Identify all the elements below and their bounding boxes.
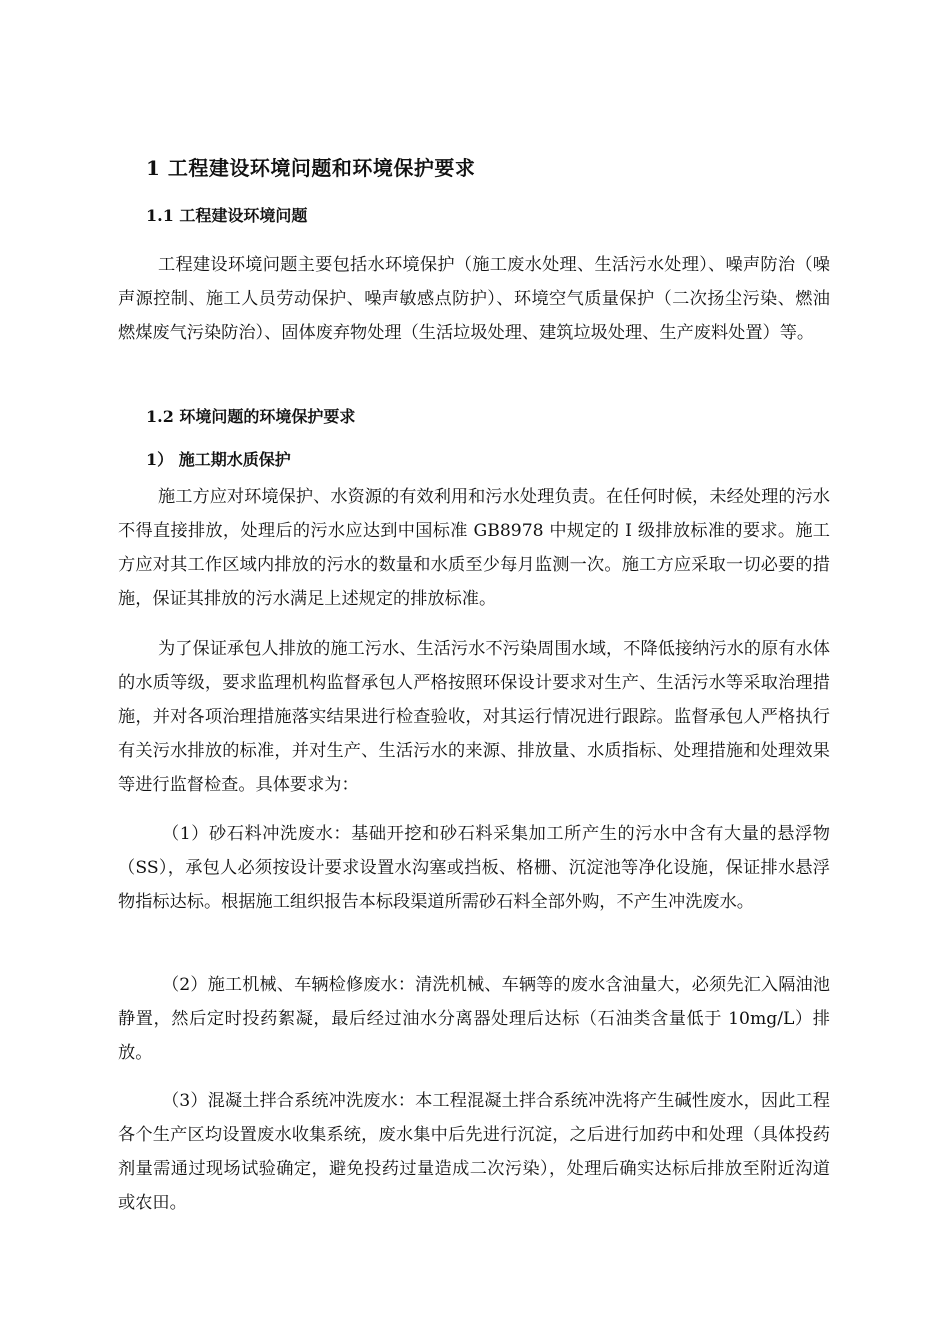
paragraph-gravel-wash-wastewater: （1）砂石料冲洗废水：基础开挖和砂石料采集加工所产生的污水中含有大量的悬浮物（SS），承包人必须按设计要求设置水沟塞或挡板、格栅、沉淀池等净化设施，保证排水悬浮物指标达标。根据施工组织报告本标段渠道所需砂石料全部外购，不产生冲洗废水。 [118, 824, 830, 912]
paragraph-machinery-wastewater: （2）施工机械、车辆检修废水：清洗机械、车辆等的废水含油量大，必须先汇入隔油池静置，然后定时投药絮凝，最后经过油水分离器处理后达标（石油类含量低于 10mg/L）排放。 [118, 975, 830, 1063]
subheading-water-quality: 1） 施工期水质保护 [146, 450, 291, 469]
heading-1: 1 工程建设环境问题和环境保护要求 [146, 156, 476, 180]
section-1-2-title: 1.2 环境问题的环境保护要求 [146, 407, 356, 426]
paragraph-concrete-wastewater: （3）混凝土拌合系统冲洗废水：本工程混凝土拌合系统冲洗将产生碱性废水，因此工程各个生产区均设置废水收集系统，废水集中后先进行沉淀，之后进行加药中和处理（具体投药剂量需通过现场试验确定，避免投药过量造成二次污染），处理后确实达标后排放至附近沟道或农田。 [118, 1091, 830, 1213]
paragraph-supervision-requirements: 为了保证承包人排放的施工污水、生活污水不污染周围水域，不降低接纳污水的原有水体的水质等级，要求监理机构监督承包人严格按照环保设计要求对生产、生活污水等采取治理措施，并对各项治理措施落实结果进行检查验收，对其运行情况进行跟踪。监督承包人严格执行有关污水排放的标准，并对生产、生活污水的来源、排放量、水质指标、处理措施和处理效果等进行监督检查。具体要求为： [118, 639, 830, 795]
paragraph-construction-responsibility: 施工方应对环境保护、水资源的有效利用和污水处理负责。在任何时候，未经处理的污水不得直接排放，处理后的污水应达到中国标准 GB8978 中规定的 Ⅰ 级排放标准的要求。施工方应对其工作区域内排放的污水的数量和水质至少每月监测一次。施工方应采取一切必要的措施，保证其排放的污水满足上述规定的排放标准。 [118, 487, 830, 609]
section-1-1-title: 1.1 工程建设环境问题 [146, 206, 308, 225]
section-1-1-paragraph: 工程建设环境问题主要包括水环境保护（施工废水处理、生活污水处理）、噪声防治（噪声源控制、施工人员劳动保护、噪声敏感点防护）、环境空气质量保护（二次扬尘污染、燃油燃煤废气污染防治）、固体废弃物处理（生活垃圾处理、建筑垃圾处理、生产废料处置）等。 [118, 255, 830, 343]
